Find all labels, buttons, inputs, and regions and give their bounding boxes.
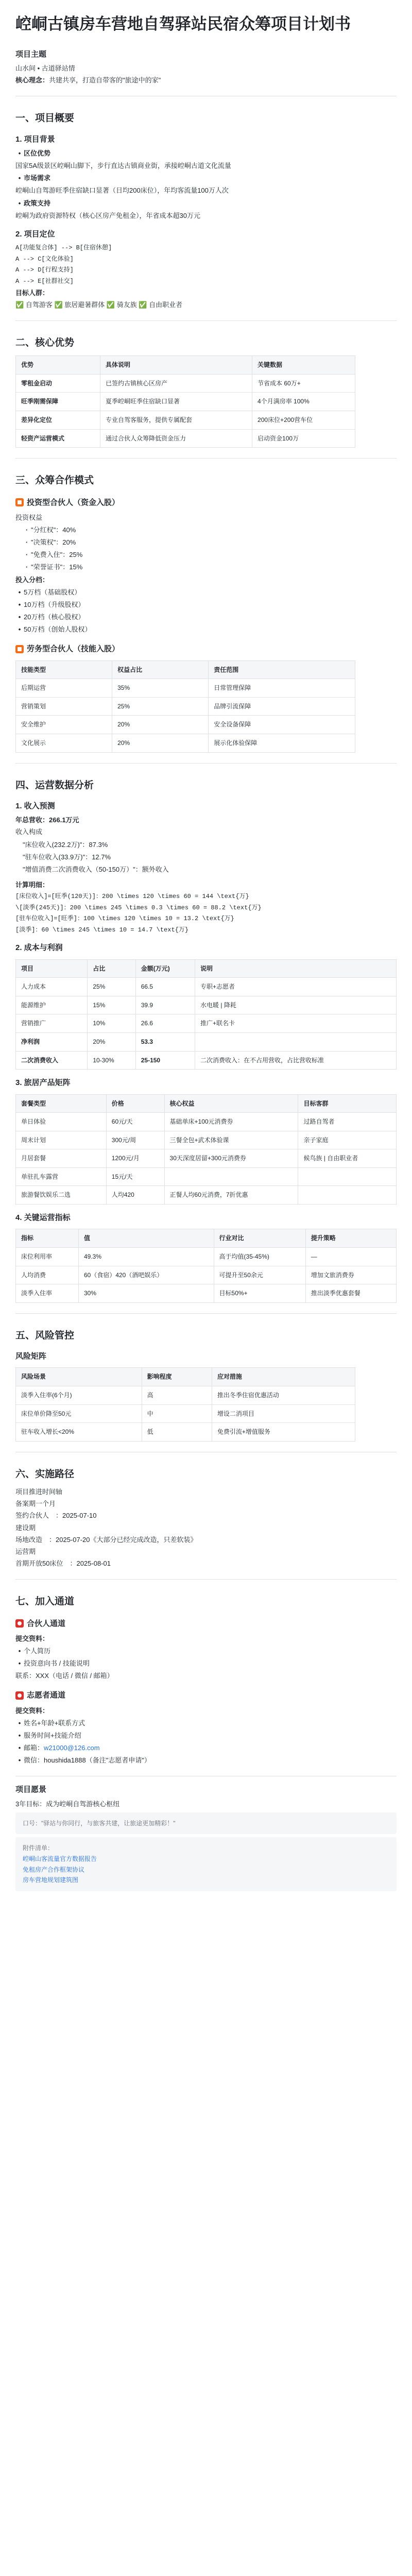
table-row: 安全维护 20% 安全设备保障 (16, 716, 355, 734)
table-row: 营销策划 25% 品牌引流保障 (16, 697, 355, 716)
check-icon: ✅ (15, 300, 24, 309)
table-header: 优势 (16, 356, 100, 375)
table-header: 责任范围 (209, 660, 355, 679)
section-3-heading: 三、众筹合作模式 (15, 475, 94, 486)
table-header: 具体说明 (100, 356, 252, 375)
vision-quote-box: 口号："驿站与你同行，与旅客共建，让旅途更加精彩！" (15, 1812, 397, 1835)
table-header: 占比 (88, 959, 135, 978)
section-5-heading: 五、风险管控 (15, 1330, 75, 1341)
vision-line: 3年目标：成为崆峒自驾游核心枢纽 (15, 1800, 120, 1808)
list-item: · "分红权"：40% (25, 526, 76, 534)
pos-line: A[功能复合体] --> B[住宿休憩] (15, 244, 112, 252)
investor-heading: 投资型合伙人（资金入股） (15, 497, 397, 509)
target-list: ✅ 自驾游客 ✅ 旅居避暑群体 ✅ 骑友族 ✅ 自由职业者 (15, 300, 183, 309)
invest-sub: 投资权益 (15, 513, 43, 521)
calc-line: \[淡季(245天)]：200 \times 245 \times 0.3 \times 60 = 88.2 \text{万} (15, 904, 262, 911)
partner-channel-heading: 合伙人通道 (15, 1618, 397, 1630)
table-row: 人均消费 60（食宿）420（酒吧娱乐） 可提升至50余元 增加文旅消费券 (16, 1266, 397, 1284)
timeline-line: 建设期 (15, 1523, 36, 1532)
bg-item: • 区位优势 (18, 149, 51, 158)
check-icon: ✅ (106, 300, 115, 309)
table-row: 后期运营 35% 日常管理保障 (16, 679, 355, 698)
theme-core (15, 75, 397, 86)
divider (15, 458, 397, 459)
pos-line: A --> D[行程支持] (15, 266, 74, 274)
list-item: "驻车位收入(33.9万)"：12.7% (23, 853, 111, 861)
list-item: · "荣誉证书"：15% (25, 563, 83, 571)
pos-line: A --> C[文化体验] (15, 255, 74, 263)
table-row: 驻车收入增长<20% 低 免费引流+增值服务 (16, 1423, 355, 1442)
kpi-heading: 4. 关键运营指标 (15, 1213, 71, 1223)
product-table (15, 1094, 397, 1205)
attach-label: 附件清单： (23, 1844, 54, 1852)
table-header: 权益占比 (112, 660, 209, 679)
divider (15, 1579, 397, 1580)
advantages-table (15, 355, 355, 448)
revenue-total: 年总营收：266.1万元 (15, 816, 79, 824)
email-item: • 邮箱： w21000@126.com (15, 1743, 397, 1753)
divider (15, 1313, 397, 1314)
labor-icon (15, 645, 24, 653)
table-row: 旺季刚需保障 夏季崆峒旺季住宿缺口显著 4个月满房率 100% (16, 393, 355, 411)
target-label: 目标人群： (15, 289, 49, 297)
table-row: 周末计划 300元/周 三餐全包+武术体验课 亲子家庭 (16, 1131, 397, 1149)
table-header: 值 (78, 1229, 214, 1248)
table-row: 旅游餐饮娱乐二选 人均420 正餐人均60元消费，7折优惠 (16, 1186, 397, 1205)
table-row: 床位利用率 49.3% 高于均值(35-45%) — (16, 1247, 397, 1266)
vision-heading: 项目愿景 (15, 1785, 47, 1794)
table-row: 文化展示 20% 展示化体验保障 (16, 734, 355, 752)
table-header: 行业对比 (214, 1229, 305, 1248)
table-header: 风险场景 (16, 1368, 142, 1386)
timeline-line: 签约合伙人 ：2025-07-10 (15, 1512, 97, 1520)
calc-line: [淡季]：60 \times 245 \times 10 = 14.7 \text{万} (15, 926, 189, 934)
list-item: • 个人简历 (18, 1647, 51, 1655)
labor-table (15, 660, 355, 753)
calc-line: [床位收入]=[旺季(120天)]：200 \times 120 \times 60 = 144 \text{万} (15, 893, 249, 901)
list-item: • 10万档（升级股权） (18, 600, 85, 608)
table-header: 套餐类型 (16, 1094, 107, 1113)
attachments-box (15, 1837, 397, 1891)
section-1-heading: 一、项目概要 (15, 113, 75, 124)
table-header: 技能类型 (16, 660, 112, 679)
list-item: • 服务时间+技能介绍 (18, 1731, 81, 1739)
table-row: 淡季入住率(6个月) 高 推出冬季住宿优惠活动 (16, 1386, 355, 1404)
timeline-line: 备案期一个月 (15, 1500, 56, 1508)
partner-icon (15, 1619, 24, 1628)
table-row: 人力成本 25% 66.5 专职+志愿者 (16, 978, 397, 996)
table-row: 轻资产运营模式 通过合伙人众筹降低资金压力 启动资金100万 (16, 429, 355, 448)
table-header: 指标 (16, 1229, 79, 1248)
document-title: 崆峒古镇房车营地自驾驿站民宿众筹项目计划书 (15, 15, 351, 33)
calc-label: 计算明细： (15, 880, 49, 889)
bg-item-text: 崆峒山自驾游旺季住宿缺口显著（日均200床位），年均客流量100万人次 (15, 187, 229, 195)
table-header: 影响程度 (142, 1368, 212, 1386)
join-label: 提交资料： (15, 1634, 49, 1642)
divider (15, 320, 397, 321)
list-item: "床位收入(232.2万)"：87.3% (23, 840, 108, 849)
list-item: • 5万档（基础股权） (18, 588, 81, 596)
section-2-heading: 二、核心优势 (15, 337, 75, 348)
volunteer-icon (15, 1691, 24, 1700)
table-row: 能源维护 15% 39.9 水电暖 | 降耗 (16, 996, 397, 1014)
table-row: 二次消费收入 10-30% 25-150 二次消费收入：在不占用营收，占比营收标准 (16, 1051, 397, 1070)
table-row: 零租金启动 已签约古镇核心区房产 节省成本 60万+ (16, 374, 355, 393)
list-item: • 50万档（创始人股权） (18, 625, 92, 634)
table-row: 月居套餐 1200元/月 30天深度居留+300元消费券 候鸟族 | 自由职业者 (16, 1149, 397, 1168)
bg-item-text: 崆峒为政府资源特权（核心区房产免租金），年省成本超30万元 (15, 211, 200, 219)
labor-heading: 劳务型合伙人（技能入股） (15, 643, 397, 655)
bg-item: • 政策支持 (18, 199, 51, 207)
background-heading: 1. 项目背景 (15, 134, 55, 144)
list-item: • 姓名+年龄+联系方式 (18, 1719, 85, 1727)
table-row: 净利润 20% 53.3 (16, 1033, 397, 1052)
table-header: 核心权益 (164, 1094, 298, 1113)
table-header: 提升策略 (305, 1229, 396, 1248)
risk-table (15, 1367, 355, 1441)
wechat-item: • 微信： houshida1888（备注"志愿者申请"） (18, 1756, 151, 1765)
table-header: 价格 (106, 1094, 164, 1113)
pos-line: A --> E[社群社交] (15, 277, 74, 285)
table-row: 单驻扎车露营 15元/天 (16, 1167, 397, 1186)
timeline-line: 运营期 (15, 1547, 36, 1555)
cost-heading: 2. 成本与利润 (15, 943, 63, 953)
theme-heading: 项目主题 (15, 49, 47, 59)
list-item: · "决策权"：20% (25, 538, 76, 547)
theme-line: 山水间 • 古道驿站情 (15, 64, 75, 73)
timeline-line: 项目推进时间轴 (15, 1488, 63, 1496)
table-row: 差异化定位 专业自驾客服务，提供专属配套 200床位+200营车位 (16, 411, 355, 430)
attachment-link[interactable]: 房车营地规划建筑图 (23, 1876, 79, 1884)
table-header: 项目 (16, 959, 88, 978)
table-row: 淡季入住率 30% 目标50%+ 推出淡季优惠套餐 (16, 1284, 397, 1303)
email-link[interactable]: w21000@126.com (44, 1744, 100, 1752)
core-label: 核心理念： (15, 76, 49, 84)
timeline-line: 场地改造 ：2025-07-20《大部分已经完成改造，只差软装》 (15, 1535, 197, 1544)
bg-item-text: 国家5A级景区崆峒山脚下，步行直达古镇商业街，承接崆峒古道文化流量 (15, 162, 231, 170)
cost-table (15, 959, 397, 1070)
calc-line: [驻车位收入]=[旺季]：100 \times 120 \times 10 = 13.2 \text{万} (15, 915, 234, 923)
section-7-heading: 七、加入通道 (15, 1596, 75, 1607)
table-row: 营销推广 10% 26.6 推广+联名卡 (16, 1014, 397, 1033)
table-row: 床位单价降至50元 中 增设二消项目 (16, 1404, 355, 1423)
product-heading: 3. 旅居产品矩阵 (15, 1078, 71, 1088)
table-header: 说明 (195, 959, 397, 978)
invest-scheme-label: 投入分档： (15, 575, 49, 584)
revenue-struct-label: 收入构成 (15, 828, 43, 836)
attachment-link[interactable]: 免租房产合作框架协议 (23, 1866, 85, 1873)
list-item: "增值消费二次消费收入（50-150万）"：额外收入 (23, 865, 169, 873)
investor-icon (15, 498, 24, 506)
list-item: · "免费入住"：25% (25, 551, 83, 559)
table-row: 单日体验 60元/天 基础单床+100元消费券 过路自驾者 (16, 1113, 397, 1131)
bg-item: • 市场需求 (18, 174, 51, 182)
attachment-link[interactable]: 崆峒山客流量官方数据报告 (23, 1855, 97, 1862)
check-icon: ✅ (139, 300, 147, 309)
table-header: 目标客群 (298, 1094, 397, 1113)
check-icon: ✅ (54, 300, 63, 309)
volunteer-channel-heading: 志愿者通道 (15, 1689, 397, 1701)
table-header: 金额(万元) (135, 959, 195, 978)
risk-matrix-heading: 风险矩阵 (15, 1352, 47, 1361)
table-header: 应对措施 (212, 1368, 355, 1386)
list-item: • 投资意向书 / 技能说明 (18, 1659, 90, 1668)
list-item: • 20万档（核心股权） (18, 613, 85, 621)
section-6-heading: 六、实施路径 (15, 1468, 75, 1480)
vol-label: 提交资料： (15, 1706, 49, 1715)
kpi-table (15, 1229, 397, 1302)
timeline-line: 首期开放50床位 ：2025-08-01 (15, 1560, 111, 1568)
join-contact: 联系：XXX（电话 / 微信 / 邮箱） (15, 1672, 114, 1680)
section-4-heading: 四、运营数据分析 (15, 779, 94, 791)
revenue-heading: 1. 收入预测 (15, 801, 55, 810)
positioning-heading: 2. 项目定位 (15, 229, 55, 239)
core-text: 共建共享，打造自带客的"旅途中的家" (49, 76, 161, 84)
table-header: 关键数据 (252, 356, 355, 375)
divider (15, 763, 397, 764)
